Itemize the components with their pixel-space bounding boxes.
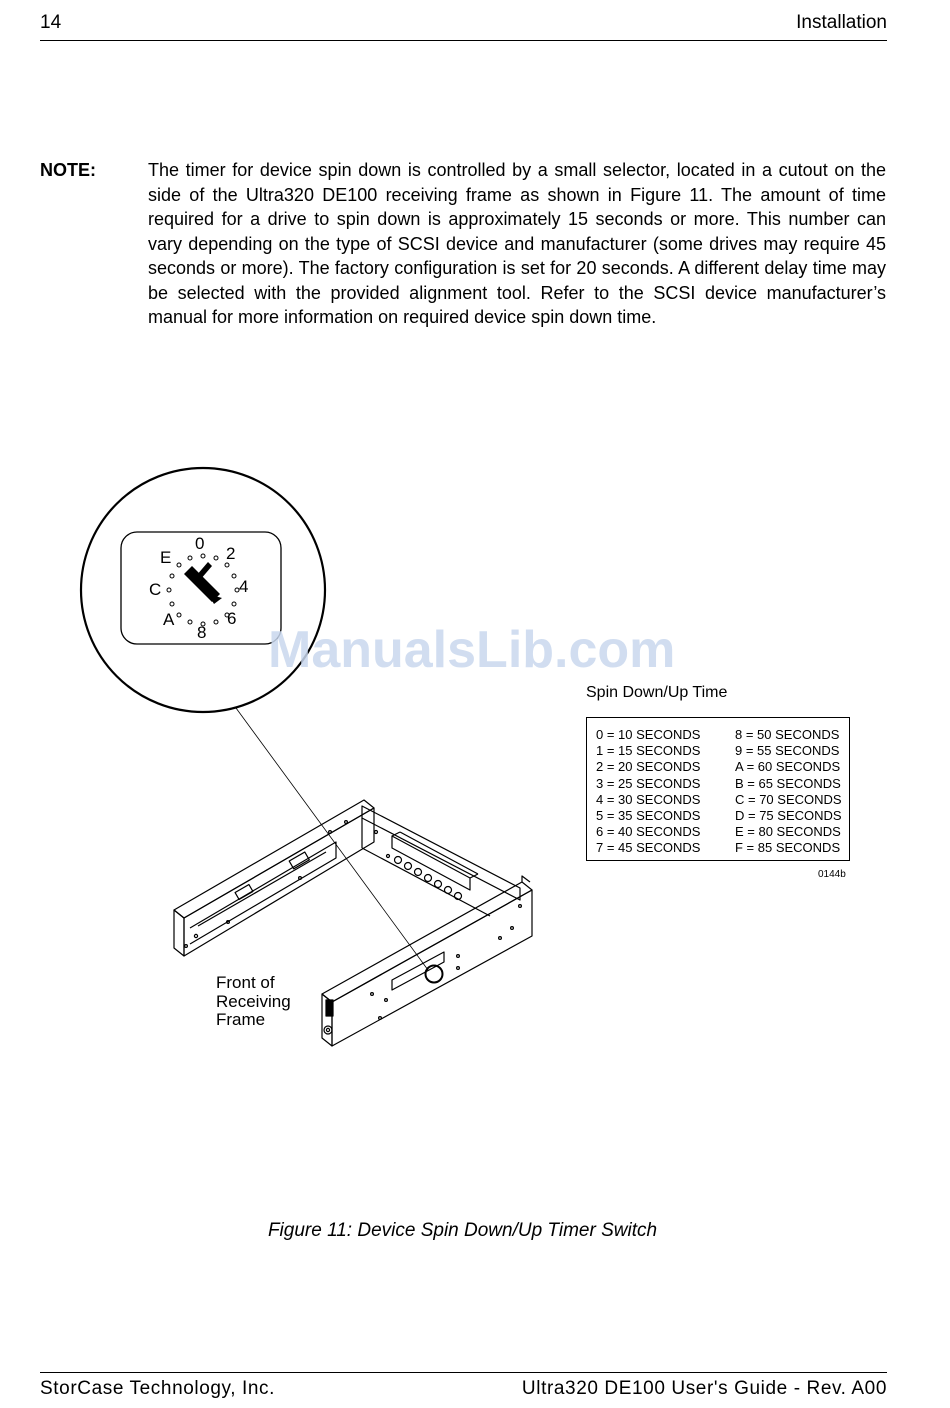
dial-label-4: 4 bbox=[239, 577, 249, 596]
dial-label-a: A bbox=[163, 610, 175, 629]
table-title: Spin Down/Up Time bbox=[586, 684, 728, 701]
table-row: B = 65 SECONDS bbox=[735, 775, 841, 791]
table-left-column bbox=[596, 727, 700, 857]
table-row: C = 70 SECONDS bbox=[735, 791, 842, 807]
table-right-column bbox=[735, 727, 842, 857]
note-label: NOTE: bbox=[40, 160, 96, 180]
dial-label-8: 8 bbox=[197, 623, 207, 642]
dial-label-e: E bbox=[160, 548, 172, 567]
header-rule bbox=[40, 40, 887, 41]
footer-rule bbox=[40, 1372, 887, 1373]
table-row: 4 = 30 SECONDS bbox=[596, 791, 701, 807]
spin-time-table bbox=[586, 717, 850, 861]
note-text: The timer for device spin down is controlled by a small selector, located in a cutout on the side of the Ultra320 DE100 receiving frame as shown in Figure 11. The amount of time required for a drive to spin down is approximately 15 seconds or more. This number can vary depending on the type of SCSI device and manufacturer (some drives may require 45 seconds or more). The factory configuration is set for 20 seconds. A different delay time may be selected with the provided alignment tool. Refer to the SCSI device manufacturer’s manual for more information on required device spin down time. bbox=[148, 160, 886, 327]
section-title: Installation bbox=[796, 12, 887, 33]
table-row: A = 60 SECONDS bbox=[735, 759, 841, 775]
dial-label-2: 2 bbox=[226, 544, 236, 563]
front-label-line: Front of bbox=[216, 973, 275, 992]
table-row: 1 = 15 SECONDS bbox=[596, 743, 701, 759]
table-row: 2 = 20 SECONDS bbox=[596, 759, 701, 775]
dial-label-0: 0 bbox=[195, 534, 205, 553]
figure-code: 0144b bbox=[818, 869, 846, 880]
table-row: 6 = 40 SECONDS bbox=[596, 824, 701, 840]
dial-label-c: C bbox=[149, 580, 162, 599]
table-row: 9 = 55 SECONDS bbox=[735, 743, 840, 759]
table-row: D = 75 SECONDS bbox=[735, 808, 842, 824]
leader-line bbox=[236, 708, 428, 970]
table-row: E = 80 SECONDS bbox=[735, 824, 841, 840]
table-row: F = 85 SECONDS bbox=[735, 840, 841, 856]
table-row: 0 = 10 SECONDS bbox=[596, 727, 701, 742]
figure-caption: Figure 11: Device Spin Down/Up Timer Switch bbox=[267, 1220, 658, 1241]
front-label-line: Receiving bbox=[216, 991, 291, 1011]
front-label-line: Frame bbox=[216, 1010, 266, 1029]
footer-company: StorCase Technology, Inc. bbox=[40, 1378, 276, 1399]
dial-label-6: 6 bbox=[227, 609, 237, 628]
footer-guide: Ultra320 DE100 User's Guide - Rev. A00 bbox=[521, 1378, 887, 1399]
table-row: 3 = 25 SECONDS bbox=[596, 775, 701, 791]
page-number: 14 bbox=[40, 12, 62, 33]
table-row: 7 = 45 SECONDS bbox=[596, 840, 701, 856]
front-frame-label bbox=[216, 974, 291, 1030]
watermark: ManualsLib.com bbox=[268, 621, 676, 679]
table-row: 8 = 50 SECONDS bbox=[735, 727, 840, 742]
table-row: 5 = 35 SECONDS bbox=[596, 808, 701, 824]
